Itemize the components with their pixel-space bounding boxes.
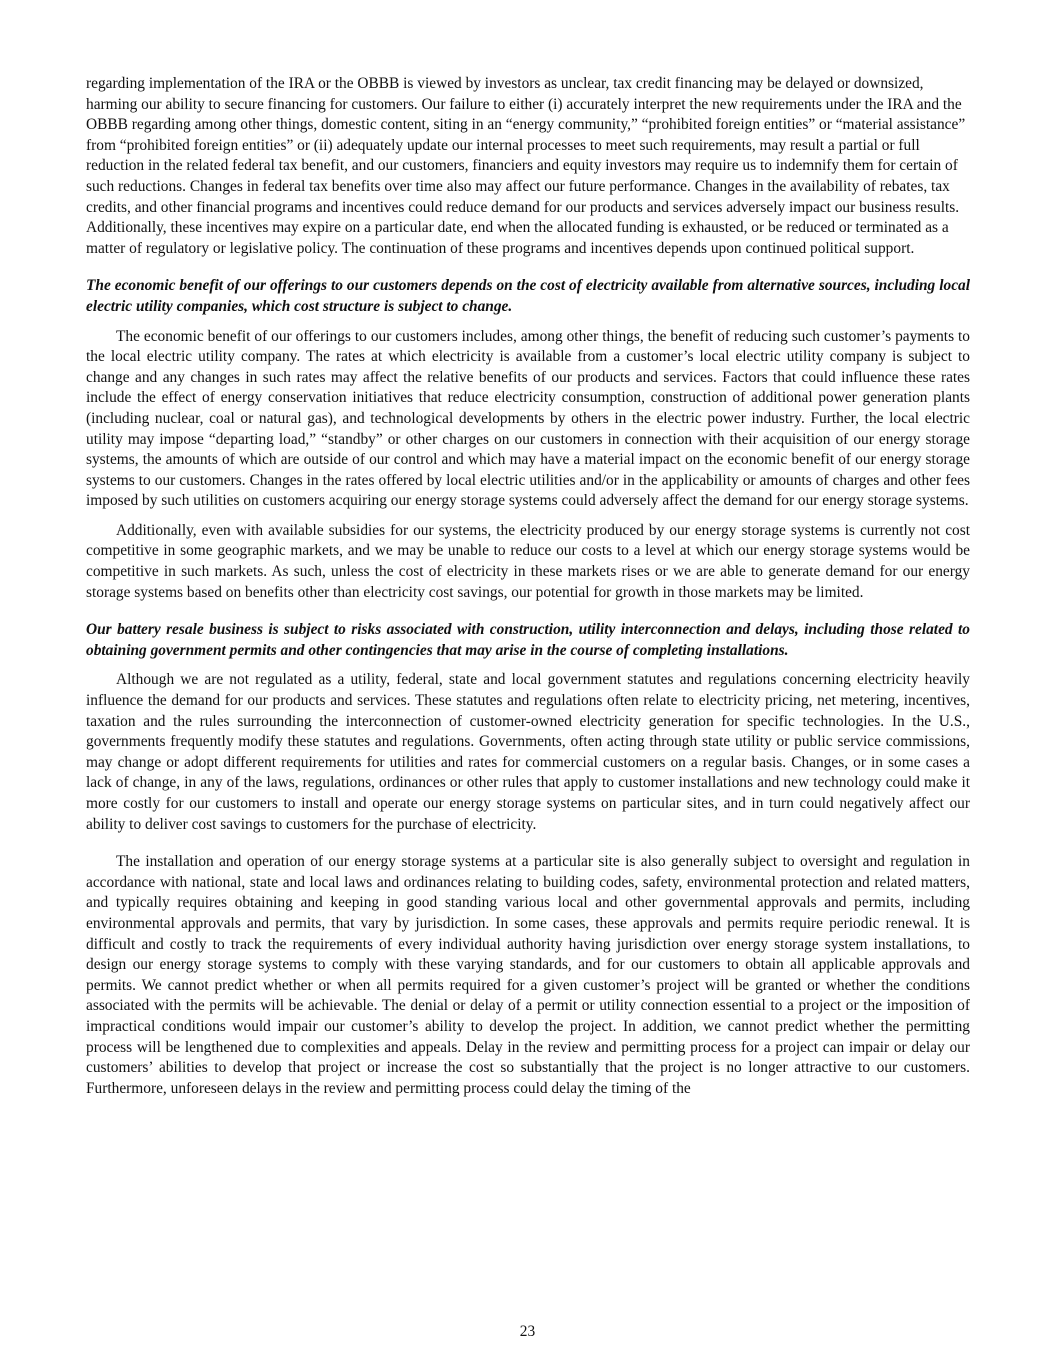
heading-battery-resale-risks: Our battery resale business is subject to risks associated with construction, utility interconnection and delays, including those related to obtaining government permits and other contingencies that may arise in the course of completing installations.: [86, 621, 970, 659]
document-page: [86, 74, 970, 1108]
heading-economic-benefit: The economic benefit of our offerings to our customers depends on the cost of electricity available from alternative sources, including local electric utility companies, which cost structure is subject to change.: [86, 277, 970, 315]
paragraph-regulation: Although we are not regulated as a utility, federal, state and local government statutes and regulations concerning electricity heavily influence the demand for our products and services. These statutes and regulations often relate to electricity pricing, net metering, incentives, taxation and the rules surrounding the interconnection of customer-owned electricity generation for specific technologies. In the U.S., governments frequently modify these statutes and regulations. Governments, often acting through state utility or public service commissions, may change or adopt different requirements for utilities and rates for commercial customers on a regular basis. Changes, or in some cases a lack of change, in any of the laws, regulations, ordinances or other rules that apply to customer installations and new technology could make it more costly for our customers to install and operate our energy storage systems on particular sites, and in turn could negatively affect our ability to deliver cost savings to customers for the purchase of electricity.: [86, 671, 970, 833]
paragraph-economic-benefit: The economic benefit of our offerings to our customers includes, among other things, the benefit of reducing such customer’s payments to the local electric utility company. The rates at which electricity is available from a customer’s local electric utility company is subject to change and any changes in such rates may affect the relative benefits of our products and services. Factors that could influence these rates include the effect of energy conservation initiatives that reduce electricity consumption, construction of additional power generation plants (including nuclear, coal or natural gas), and technological developments by others in the electric power industry. Further, the local electric utility may impose “departing load,” “standby” or other charges on our customers in connection with their acquisition of our energy storage systems, the amounts of which are outside of our control and which may have a material impact on the economic benefit of our energy storage systems to our customers. Changes in the rates offered by local electric utilities and/or in the applicability or amounts of charges and other fees imposed by such utilities on customers acquiring our energy storage systems could adversely affect the demand for our energy storage systems.: [86, 327, 970, 510]
paragraph-installation-permits: The installation and operation of our energy storage systems at a particular site is also generally subject to oversight and regulation in accordance with national, state and local laws and ordinances relating to building codes, safety, environmental protection and related matters, and typically requires obtaining and keeping in good standing various local and other governmental approvals and permits, including environmental approvals and permits, that vary by jurisdiction. In some cases, these approvals and permits require periodic renewal. It is difficult and costly to track the requirements of every individual authority having jurisdiction over energy storage system installations, to design our energy storage systems to comply with these varying standards, and for our customers to obtain all applicable approvals and permits. We cannot predict whether or when all permits required for a given customer’s project will be granted or whether the conditions associated with the permits will be achievable. The denial or delay of a permit or utility connection essential to a project or the imposition of impractical conditions would impair our customer’s ability to develop the project. In addition, we cannot predict whether the permitting process will be lengthened due to complexities and appeals. Delay in the review and permitting process for a project can impair or delay our customers’ abilities to develop that project or increase the cost so substantially that the project is no longer attractive to our customers. Furthermore, unforeseen delays in the review and permitting process could delay the timing of the: [86, 853, 970, 1097]
page-number: 23: [519, 1323, 536, 1340]
paragraph-subsidies: Additionally, even with available subsidies for our systems, the electricity produced by our energy storage systems is currently not cost competitive in some geographic markets, and we may be unable to reduce our costs to a level at which our energy storage systems would be competitive in such markets. As such, unless the cost of electricity in these markets rises or we are able to generate demand for our energy storage systems based on benefits other than electricity cost savings, our potential for growth in those markets may be limited.: [86, 521, 970, 601]
paragraph-tax-credit-continued: regarding implementation of the IRA or the OBBB is viewed by investors as unclear, tax credit financing may be delayed or downsized, harming our ability to secure financing for customers. Our failure to either (i) accurately interpret the new requirements under the IRA and the OBBB regarding among other things, domestic content, siting in an “energy community,” “prohibited foreign entities” or “material assistance” from “prohibited foreign entities” or (ii) adequately update our internal processes to meet such requirements, may result a partial or full reduction in the related federal tax benefit, and our customers, financiers and equity investors may require us to indemnify them for certain of such reductions. Changes in federal tax benefits over time also may affect our future performance. Changes in the availability of rebates, tax credits, and other financial programs and incentives could reduce demand for our products and services adversely impact our business results. Additionally, these incentives may expire on a particular date, end when the allocated funding is exhausted, or be reduced or terminated as a matter of regulatory or legislative policy. The continuation of these programs and incentives depends upon continued political support.: [86, 75, 966, 257]
